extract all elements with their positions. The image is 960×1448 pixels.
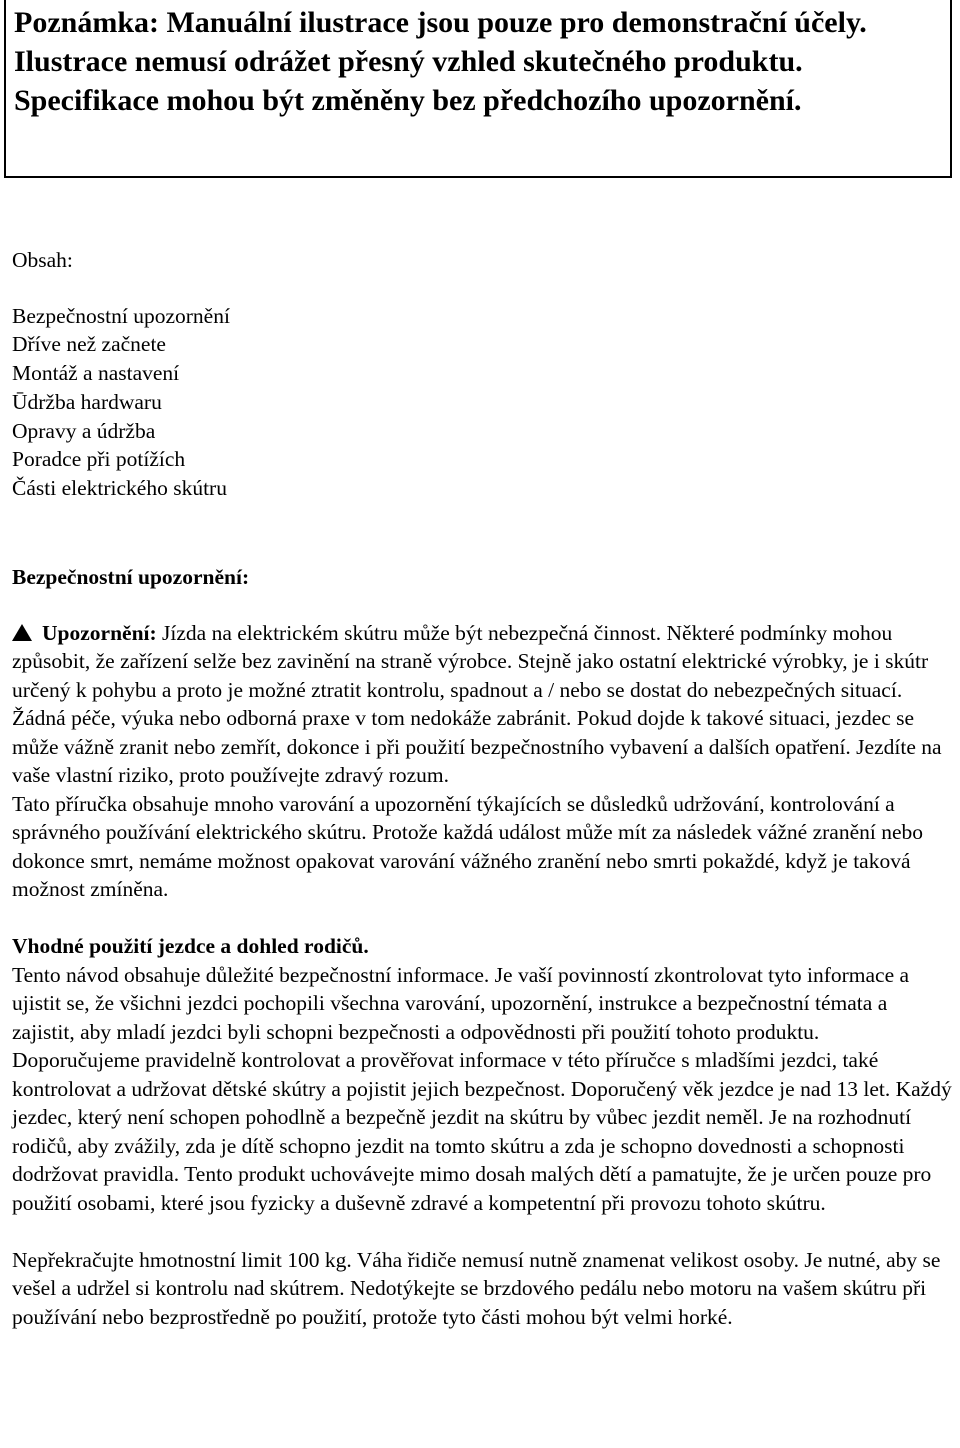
usage-paragraph: Tento návod obsahuje důležité bezpečnostní informace. Je vaší povinností zkontrolovat tyto informace a ujistit se, že všichni jezdci pochopili všechna varování, upozornění, instrukce a bezpečnostní témata a zajistit, aby mladí jezdci byli schopni bezpečnosti a odpovědnosti při použití tohoto produktu. Doporučujeme pravidelně kontrolovat a prověřovat informace v této příručce s mladšími jezdci, také kontrolovat a udržovat dětské skútry a pojistit jejich bezpečnost. Doporučený věk jezdce je nad 13 let. Každý jezdec, který není schopen pohodlně a bezpečně jezdit na skútru by vůbec jezdit neměl. Je na rozhodnutí rodičů, aby zvážily, zda je dítě schopno jezdit na tomto skútru a zda je schopno dovednosti a schopnosti dodržovat pravidla. Tento produkt uchovávejte mimo dosah malých dětí a pamatujte, že je určen pouze pro použití osobami, které jsou fyzicky a duševně zdravé a kompetentní při provozu tohoto skútru. [12, 962, 952, 1215]
table-of-contents [12, 246, 942, 503]
usage-section-title: Vhodné použití jezdce a dohled rodičů. [12, 934, 369, 958]
toc-item: Dříve než začnete [12, 332, 166, 357]
safety-section-title: Bezpečnostní upozornění: [12, 565, 250, 589]
warning-text: Jízda na elektrickém skútru může být nebezpečná činnost. Některé podmínky mohou způsobit, že zařízení selže bez zavinění na straně výrobce. Stejně jako ostatní elektrické výrobky, je i skútr určený k pohybu a proto je možné ztratit kontrolu, spadnout a / nebo se dostat do nebezpečných situací. Žádná péče, výuka nebo odborná praxe v tom nedokáže zabránit. Pokud dojde k takové situaci, jezdec se může vážně zranit nebo zemřít, dokonce i při použití bezpečnostního vybavení a dalších opatření. Jezdíte na vaše vlastní riziko, proto používejte zdravý rozum. [12, 620, 942, 787]
main-content [12, 563, 952, 1331]
toc-item: Montáž a nastavení [12, 361, 180, 386]
toc-item: Bezpečnostní upozornění [12, 303, 230, 328]
warning-label: Upozornění: [42, 620, 157, 645]
warning-triangle-icon [12, 624, 32, 641]
notice-text: Poznámka: Manuální ilustrace jsou pouze pro demonstrační účely. Ilustrace nemusí odrážet přesný vzhled skutečného produktu. Specifikace mohou být změněny bez předchozího upozornění. [14, 6, 867, 117]
toc-item: Části elektrického skútru [12, 475, 227, 500]
toc-item: Poradce při potížích [12, 447, 186, 472]
toc-heading: Obsah: [12, 248, 73, 272]
weight-paragraph: Nepřekračujte hmotnostní limit 100 kg. Váha řidiče nemusí nutně znamenat velikost osoby. Je nutné, aby se vešel a udržel si kontrolu nad skútrem. Nedotýkejte se brzdového pedálu nebo motoru na vašem skútru při používání nebo bezprostředně po použití, protože tyto části mohou být velmi horké. [12, 1247, 941, 1329]
toc-item: Opravy a údržba [12, 418, 156, 443]
notice-box [4, 0, 952, 178]
safety-warning-paragraph [12, 619, 952, 790]
toc-item: Ūdržba hardwaru [12, 389, 162, 414]
toc-list [12, 302, 942, 503]
safety-paragraph: Tato příručka obsahuje mnoho varování a upozornění týkajících se důsledků udržování, kontrolování a správného používání elektrického skútru. Protože každá událost může mít za následek vážné zranění nebo dokonce smrt, nemáme možnost opakovat varování vážného zranění nebo smrti pokaždé, když je taková možnost zmíněna. [12, 791, 924, 901]
